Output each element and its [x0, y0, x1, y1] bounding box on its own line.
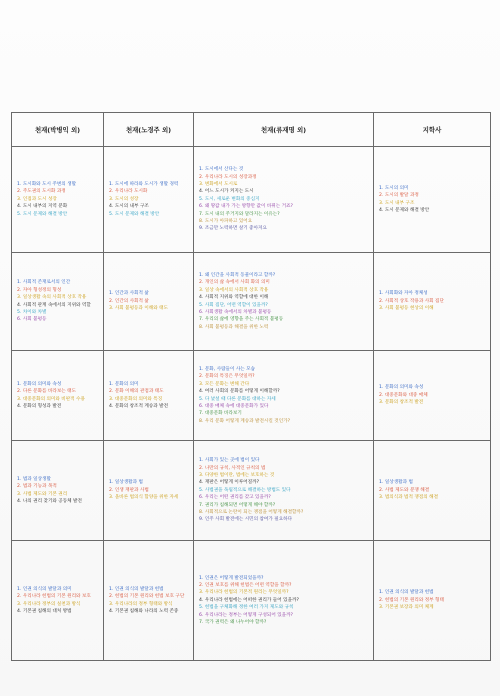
table-cell — [12, 351, 104, 441]
topic-item: 1. 문화의 의미와 속성 — [379, 385, 424, 391]
column-header: 천재(노경주 외) — [104, 113, 194, 147]
column-header: 천재(박병익 외) — [12, 113, 104, 147]
topic-item: 4. 도시 문제와 해결 방안 — [379, 207, 430, 213]
topic-item: 5. 도시, 새로운 변화의 중심지 — [199, 196, 260, 202]
topic-item: 4. 도시의 내부 구조 — [109, 204, 149, 210]
topic-item: 8. 도시가 아파하고 있어요 — [199, 219, 253, 225]
topic-item: 5. 사회 집단, 어떤 역할이 있을까? — [199, 302, 268, 308]
topic-list — [379, 185, 486, 215]
topic-item: 1. 인권 의식의 발달과 헌법 — [109, 586, 164, 592]
topic-list — [17, 476, 99, 506]
topic-item: 1. 인권 의식의 발달과 의미 — [17, 586, 72, 592]
topic-item: 3. 사법 제도와 기본 권리 — [17, 491, 68, 497]
topic-item: 3. 사회 불평등 현상의 이해 — [379, 306, 434, 312]
topic-item: 6. 우리는 어떤 권리를 갖고 있을까? — [199, 495, 271, 501]
table-row — [12, 147, 491, 253]
topic-item: 1. 왜 인간을 사회적 동물이라고 할까? — [199, 272, 276, 278]
topic-item: 7. 우리의 삶에 영향을 주는 사회적 불평등 — [199, 317, 284, 323]
topic-item: 4. 기본권 침해와 나라의 노력 존중 — [109, 608, 179, 614]
topic-item: 6. 왜 땅값 내가 가는 방향만 값이 바뀌는 거죠? — [199, 204, 293, 210]
table-cell — [194, 441, 374, 541]
topic-item: 2. 인권 보호를 위해 헌법은 어떤 역할을 할까? — [199, 582, 292, 588]
topic-list — [17, 279, 99, 323]
topic-item: 2. 다른 문화를 바라보는 태도 — [17, 389, 77, 395]
topic-item: 3. 우리나라 정부의 실천과 방식 — [17, 601, 81, 607]
topic-item: 3. 대중문화의 의미와 특징 — [109, 396, 163, 402]
topic-item: 4. 문화의 형성과 발전 — [17, 403, 62, 409]
topic-item: 7. 국가 권력은 왜 나누어야 할까? — [199, 620, 267, 626]
topic-item: 2. 문화 이해의 관점과 태도 — [109, 389, 164, 395]
topic-item: 2. 나만의 규칙, 사적인 규칙의 법 — [199, 465, 266, 471]
topic-list — [17, 181, 99, 218]
topic-item: 1. 법과 일상생활 — [17, 476, 51, 482]
topic-item: 1. 도시의 의미 — [379, 185, 409, 191]
topic-list — [109, 381, 189, 411]
column-header: 천재(류재명 외) — [194, 113, 374, 147]
topic-item: 1. 인권 의식의 발달과 헌법 — [379, 590, 434, 596]
topic-item: 7. 대중문화 바라보기 — [199, 411, 242, 417]
topic-item: 1. 도시에 따라와 도시가 생활 경력 — [109, 181, 179, 187]
table-row — [12, 541, 491, 661]
topic-item: 1. 문화의 의미 — [109, 381, 139, 387]
topic-list — [17, 586, 99, 616]
topic-list — [17, 381, 99, 411]
table-cell — [374, 351, 491, 441]
table-cell — [104, 441, 194, 541]
topic-item: 4. 여러 사회의 문화를 어떻게 이해할까? — [199, 389, 280, 395]
topic-item: 3. 올바른 법의식 함양을 위한 자세 — [109, 495, 179, 501]
table-cell — [374, 541, 491, 661]
topic-list — [379, 384, 486, 406]
topic-item: 4. 기본권 침해의 대처 방법 — [17, 608, 72, 614]
topic-item: 5. 도시 문제와 해결 방안 — [17, 211, 68, 217]
table-cell — [104, 147, 194, 253]
topic-list — [199, 166, 369, 233]
table-cell — [374, 147, 491, 253]
topic-item: 4. 사회적 관계 속에서의 지위와 역할 — [17, 302, 91, 308]
topic-item: 2. 우리나라 도시화 — [109, 189, 148, 195]
topic-item: 3. 다양한 법이란, 법에는 보호하는 것 — [199, 472, 275, 478]
topic-item: 2. 우리나라 헌법의 기본 원리와 보호 — [17, 594, 91, 600]
topic-item: 3. 인접과 도시 성장 — [17, 196, 57, 202]
topic-item: 1. 문화, 사람들이 사는 모습 — [199, 366, 256, 372]
topic-item: 1. 일상생활과 법 — [109, 480, 143, 486]
topic-item: 5. 다 낯설 때 다른 문화를 대하는 자세 — [199, 396, 276, 402]
topic-item: 2. 우리나라 도시의 성장과정 — [199, 174, 257, 180]
topic-item: 6. 우리나라는 정부는 어떻게 구성되어 있을까? — [199, 612, 293, 618]
table-cell — [12, 253, 104, 351]
topic-list — [109, 290, 189, 312]
table-cell — [12, 147, 104, 253]
topic-item: 2. 헌법의 기본 원리와 헌법 보호 구단 — [109, 594, 185, 600]
table-cell — [374, 253, 491, 351]
topic-item: 1. 인권은 어떻게 발전되었을까? — [199, 575, 264, 581]
table-body — [12, 147, 491, 661]
table-cell — [104, 541, 194, 661]
table-cell — [12, 441, 104, 541]
topic-list — [109, 479, 189, 501]
topic-list — [199, 366, 369, 425]
topic-list — [379, 290, 486, 312]
topic-item: 6. 대중 매체 속에 대중문화가 있다 — [199, 403, 269, 409]
column-header: 지학사 — [374, 113, 491, 147]
topic-item: 3. 기본권 보장과 의미 체계 — [379, 605, 434, 611]
topic-item: 6. 사회 불평등 — [17, 317, 47, 323]
topic-item: 4. 나의 권리 찾기와 공동체 발전 — [17, 498, 82, 504]
topic-item: 5. 사법권을 독립적으로 해결하는 방법도 있다 — [199, 487, 291, 493]
curriculum-comparison-table — [11, 112, 491, 661]
topic-item: 4. 우리나라 헌법에는 어떠한 권리가 들어 있을까? — [199, 597, 299, 603]
topic-item: 5. 도시 문제와 해결 방안 — [109, 211, 160, 217]
topic-item: 8. 사회적으로 논란이 되는 쟁점을 어떻게 해결할까? — [199, 510, 304, 516]
topic-item: 3. 우리나라 헌법의 기본적 원리는 무엇일까? — [199, 590, 289, 596]
topic-item: 2. 법과 기능과 목적 — [17, 484, 57, 490]
topic-item: 1. 인간과 사회적 삶 — [109, 291, 149, 297]
topic-item: 2. 주도권의 도시화 과정 — [17, 189, 66, 195]
topic-item: 8. 우리 문화 어떻게 계승과 발전시킬 것인가? — [199, 418, 291, 424]
topic-item: 4. 문화의 창조적 계승과 발전 — [109, 403, 169, 409]
topic-item: 5. 헌법을 구체화해 정한 여러 가지 제도와 규칙 — [199, 605, 294, 611]
topic-item: 4. 사회적 지위와 역할에 대한 이해 — [199, 295, 269, 301]
table-row — [12, 351, 491, 441]
topic-item: 2. 사회적 상호 작용과 사회 집단 — [379, 298, 444, 304]
topic-list — [379, 589, 486, 611]
topic-item: 5. 차이와 차별 — [17, 309, 47, 315]
topic-item: 3. 모든 문화는 변해 간다 — [199, 381, 250, 387]
topic-item: 3. 문화의 창조적 발전 — [379, 400, 424, 406]
topic-item: 3. 우리나라의 정부 형태와 방식 — [109, 601, 173, 607]
table-header-row — [12, 113, 491, 147]
topic-item: 3. 변화에서 도시로 — [199, 181, 238, 187]
table-cell — [374, 441, 491, 541]
topic-item: 1. 사회화와 자아 정체성 — [379, 291, 428, 297]
topic-item: 7. 도시 내의 주거지와 달라지는 이유는? — [199, 211, 280, 217]
table-row — [12, 253, 491, 351]
topic-item: 1. 도시화와 도시 주변의 생활 — [17, 181, 77, 187]
topic-item: 3. 대중문화의 의미와 비판적 수용 — [17, 396, 85, 402]
topic-item: 9. 인주 사회 발전에는 시민의 참여가 필요하다 — [199, 517, 293, 523]
topic-item: 4. 어느 도시가 커지는 도시 — [199, 189, 254, 195]
topic-item: 2. 자아 형성정의 형성 — [17, 287, 62, 293]
topic-item: 1. 사회가 있는 곳에 법이 있다 — [199, 458, 260, 464]
topic-list — [109, 586, 189, 616]
topic-item: 2. 사법 제도와 분쟁 해결 — [379, 487, 430, 493]
topic-item: 2. 대중문화와 대중 매체 — [379, 392, 428, 398]
topic-list — [199, 272, 369, 331]
table-cell — [194, 541, 374, 661]
topic-item: 2. 개인의 삶 속에서 사회 화의 의미 — [199, 280, 270, 286]
topic-item: 1. 문화의 의미와 속성 — [17, 381, 62, 387]
topic-item: 2. 인생 재판과 사법 — [109, 487, 149, 493]
table-cell — [194, 351, 374, 441]
topic-item: 4. 재판은 어떻게 이루어질까? — [199, 480, 260, 486]
topic-item: 3. 법의식과 법적 쟁점의 해결 — [379, 495, 439, 501]
table-cell — [104, 351, 194, 441]
topic-item: 2. 인간의 사회적 삶 — [109, 298, 149, 304]
topic-item: 4. 도시 내부의 지역 분화 — [17, 204, 68, 210]
topic-item: 1. 일상생활과 법 — [379, 480, 413, 486]
topic-list — [199, 457, 369, 524]
topic-item: 9. 조금만 노력하면 살기 좋아져요 — [199, 226, 267, 232]
topic-item: 2. 문화의 특징은 무엇일까? — [199, 374, 255, 380]
topic-list — [379, 479, 486, 501]
table-cell — [194, 147, 374, 253]
topic-item: 3. 도시 내부 구조 — [379, 200, 415, 206]
topic-item: 3. 도시의 성장 — [109, 196, 139, 202]
topic-item: 3. 일상생활 속의 사회적 상호 작용 — [17, 295, 87, 301]
topic-item: 8. 사회 불평등과 해결을 위한 노력 — [199, 324, 269, 330]
topic-item: 7. 권리가 침해되면 어떻게 해야 할까? — [199, 502, 276, 508]
topic-item: 3. 일상 속에서의 사회적 상호 작용 — [199, 287, 269, 293]
topic-item: 1. 사회적 존재로서의 인간 — [17, 280, 71, 286]
topic-item: 3. 사회 불평등과 이해와 태도 — [109, 306, 169, 312]
topic-item: 2. 도시의 발달 과정 — [379, 193, 419, 199]
topic-list — [109, 181, 189, 218]
topic-item: 2. 헌법의 기본 원리와 정부 형태 — [379, 597, 444, 603]
table-cell — [194, 253, 374, 351]
topic-item: 1. 도시에서 산다는 것 — [199, 167, 244, 173]
topic-item: 6. 사회생활 속에서의 차별과 불평등 — [199, 309, 272, 315]
topic-list — [199, 575, 369, 627]
table-cell — [12, 541, 104, 661]
table-cell — [104, 253, 194, 351]
table-row — [12, 441, 491, 541]
